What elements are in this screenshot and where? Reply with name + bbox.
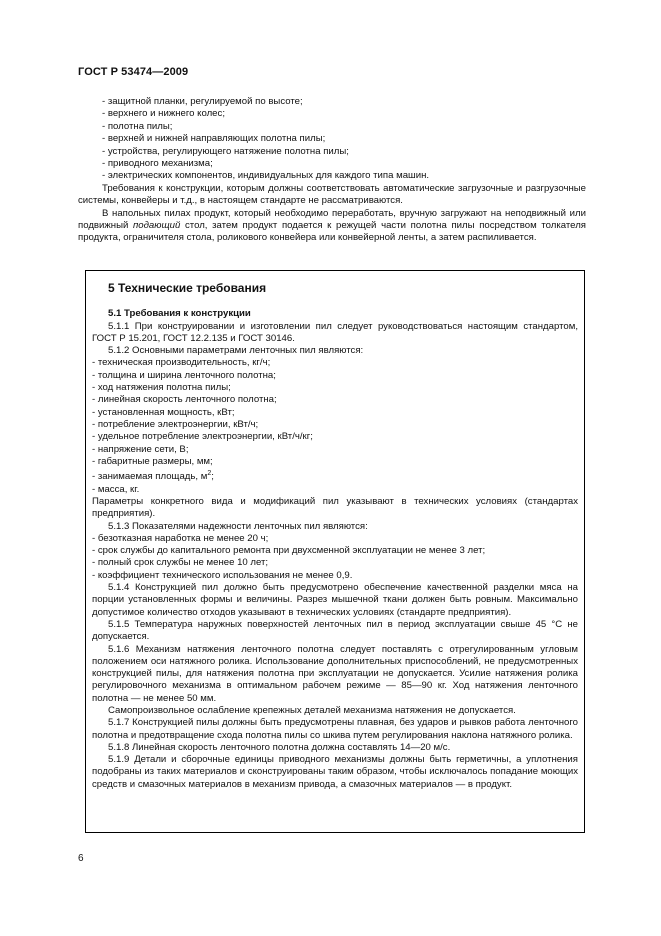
parameter-item: - удельное потребление электроэнергии, кВт/ч/кг; [92, 431, 313, 443]
clause-5-1-1: 5.1.1 При конструировании и изготовлении пил следует руководствоваться настоящим стандартом, ГОСТ Р 15.201, ГОСТ 12.2.135 и ГОСТ 30146. [92, 320, 578, 344]
parameter-item: - напряжение сети, В; [92, 443, 189, 455]
clause-5-1-8: 5.1.8 Линейная скорость ленточного полотна должна составлять 14—20 м/с. [108, 741, 451, 753]
intro-paragraph-requirements: Требования к конструкции, которым должны соответствовать автоматические загрузочные и разгрузочные системы, конвейеры и т.д., в настоящем стандарте не рассматриваются. [78, 182, 586, 207]
intro-list-item: - верхней и нижней направляющих полотна пилы; [102, 133, 326, 145]
clause-5-1-2: 5.1.2 Основными параметрами ленточных пил являются: [108, 345, 364, 357]
clause-5-1-5: 5.1.5 Температура наружных поверхностей ленточных пил в период эксплуатации свыше 45 °С не допускается. [92, 618, 578, 643]
reliability-item: - безотказная наработка не менее 20 ч; [92, 532, 269, 544]
reliability-item: - срок службы до капитального ремонта при двухсменной эксплуатации не менее 3 лет; [92, 545, 486, 557]
area-end: ; [211, 471, 214, 483]
intro-para2-end: стол, затем продукт подается к режущей части полотна пилы посредством толкателя продукта, ограничителя стола, роликового конвейера или конвейерной ленты, а затем распиливается. [78, 220, 586, 244]
parameters-note: Параметры конкретного вида и модификаций пил указывают в технических условиях (стандартах предприятия). [92, 495, 578, 520]
parameter-item: - линейная скорость ленточного полотна; [92, 394, 277, 406]
parameter-item-mass: - масса, кг. [92, 483, 140, 495]
clause-5-1-9: 5.1.9 Детали и сборочные единицы приводного механизмы должны быть герметичны, а уплотнения подобраны из таких материалов и сконструированы таким образом, чтобы исключалось попадание моющих средств и смазочных материалов в механизм привода, а смазочных материалов — в продукт. [92, 754, 578, 790]
section-frame [85, 270, 585, 833]
parameter-item: - установленная мощность, кВт; [92, 406, 235, 418]
document-header: ГОСТ Р 53474—2009 [78, 66, 189, 78]
intro-para2-start: В напольных пилах продукт, который необходимо переработать, вручную загружают на неподвижный или подвижный [78, 207, 586, 232]
intro-para2-italic: подающий [133, 220, 181, 232]
parameter-item: - толщина и ширина ленточного полотна; [92, 369, 276, 381]
clause-5-1-6: 5.1.6 Механизм натяжения ленточного полотна следует поставлять с отрегулированным угловым положением оси натяжного ролика. Использование дополнительных приспособлений, не предусмотренных конструкцией пилы, для натяжения полотна при эксплуатации не допускается. Усилие натяжения ролика регулировочного механизма в оптимальном рабочем режиме — 85—90 кг. Ход натяжения ленточного полотна — не менее 50 мм. [92, 643, 578, 704]
section-content [92, 279, 578, 791]
parameter-item: - ход натяжения полотна пилы; [92, 382, 231, 394]
intro-list-item: - электрических компонентов, индивидуальных для каждого типа машин. [102, 170, 430, 182]
clause-5-1-6-note: Самопроизвольное ослабление крепежных деталей механизма натяжения не допускается. [108, 704, 516, 716]
area-text: - занимаемая площадь, м [92, 471, 208, 483]
intro-list-item: - полотна пилы; [102, 120, 173, 132]
clause-5-1-7: 5.1.7 Конструкцией пилы должны быть предусмотрены плавная, без ударов и рывков работа ленточного полотна и предотвращение схода полотна пилы со шкива путем регулирования наклона натяжного ролика. [92, 717, 578, 741]
clause-5-1-3: 5.1.3 Показателями надежности ленточных пил являются: [108, 520, 368, 532]
parameter-item: - потребление электроэнергии, кВт/ч; [92, 418, 259, 430]
subsection-title: 5.1 Требования к конструкции [108, 308, 251, 320]
page-number: 6 [78, 853, 84, 864]
parameter-item: - техническая производительность, кг/ч; [92, 357, 271, 369]
intro-list-item: - устройства, регулирующего натяжение полотна пилы; [102, 145, 349, 157]
parameter-item-area [92, 468, 578, 483]
intro-block [78, 96, 586, 245]
intro-list-item: - верхнего и нижнего колес; [102, 108, 225, 120]
intro-paragraph-floor-saws [78, 208, 586, 245]
intro-list-item: - защитной планки, регулируемой по высоте; [102, 96, 303, 107]
parameter-item: - габаритные размеры, мм; [92, 455, 213, 467]
reliability-item: - коэффициент технического использования не менее 0,9. [92, 569, 353, 581]
reliability-item: - полный срок службы не менее 10 лет; [92, 557, 269, 569]
intro-list-item: - приводного механизма; [102, 158, 213, 170]
clause-5-1-4: 5.1.4 Конструкцией пил должно быть предусмотрено обеспечение качественной разделки мяса на порции установленных формы и величины. Разрез мышечной ткани должен быть ровным. Максимально допустимое количество отходов указывают в технических условиях (стандарте предприятия). [92, 582, 578, 618]
area-superscript: 2 [207, 470, 212, 478]
section-title: 5 Технические требования [108, 281, 267, 295]
